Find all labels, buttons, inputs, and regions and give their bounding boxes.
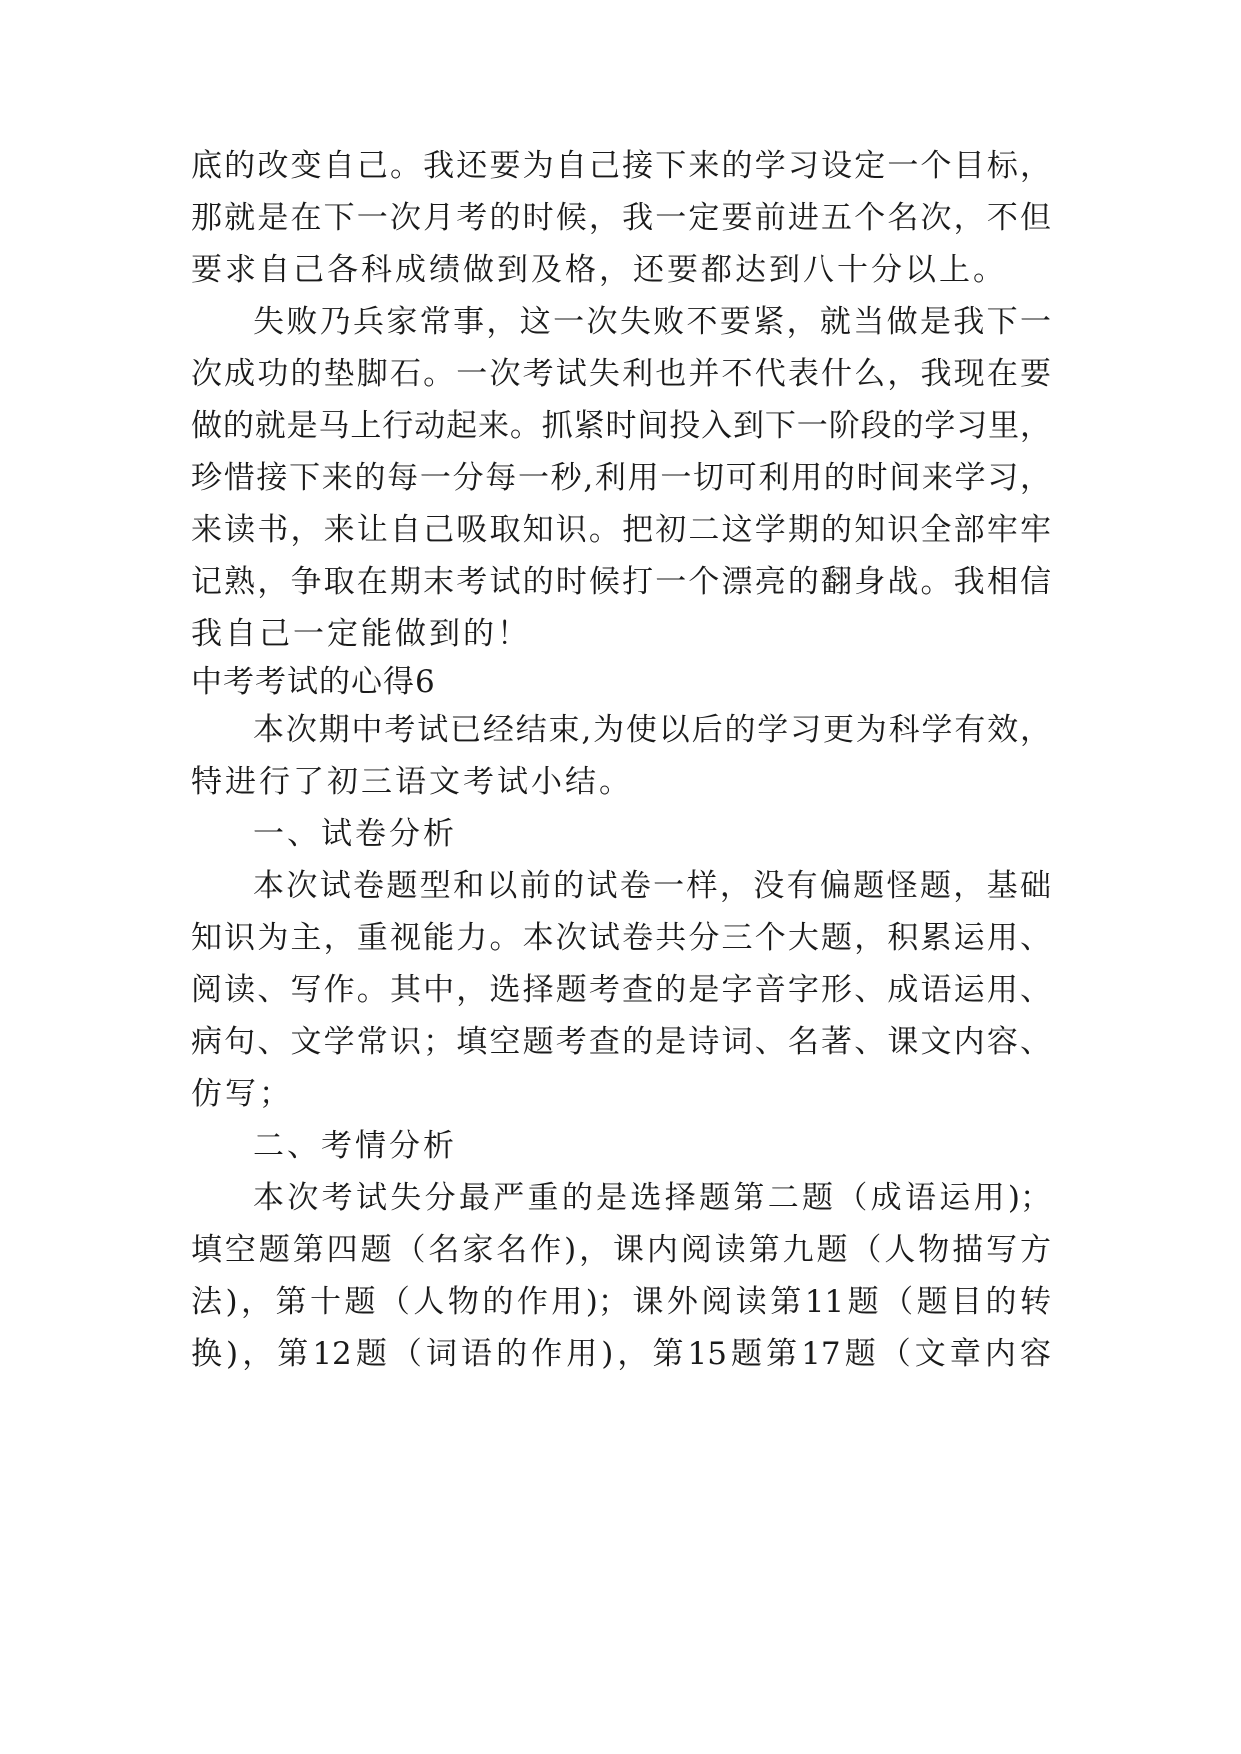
subheading: 二、考情分析 bbox=[253, 1128, 457, 1164]
text-line: 本次考试失分最严重的是选择题第二题（成语运用)； bbox=[253, 1180, 1051, 1216]
text-line: 病句、文学常识；填空题考查的是诗词、名著、课文内容、 bbox=[191, 1024, 1051, 1060]
text-line: 珍惜接下来的每一分每一秒,利用一切可利用的时间来学习， bbox=[191, 460, 1051, 496]
text-line: 特进行了初三语文考试小结。 bbox=[191, 764, 633, 800]
subheading: 一、试卷分析 bbox=[253, 816, 457, 852]
text-line: 仿写； bbox=[191, 1076, 293, 1112]
text-line: 那就是在下一次月考的时候，我一定要前进五个名次，不但 bbox=[191, 200, 1051, 236]
text-line: 本次试卷题型和以前的试卷一样，没有偏题怪题，基础 bbox=[253, 868, 1051, 904]
text-line: 失败乃兵家常事，这一次失败不要紧，就当做是我下一 bbox=[253, 304, 1051, 340]
text-line: 知识为主，重视能力。本次试卷共分三个大题，积累运用、 bbox=[191, 920, 1051, 956]
text-line: 底的改变自己。我还要为自己接下来的学习设定一个目标， bbox=[191, 148, 1051, 184]
text-line: 记熟，争取在期末考试的时候打一个漂亮的翻身战。我相信 bbox=[191, 564, 1051, 600]
text-line: 法)，第十题（人物的作用)；课外阅读第11题（题目的转 bbox=[191, 1284, 1051, 1320]
text-line: 填空题第四题（名家名作)，课内阅读第九题（人物描写方 bbox=[191, 1232, 1051, 1268]
text-line: 来读书，来让自己吸取知识。把初二这学期的知识全部牢牢 bbox=[191, 512, 1051, 548]
text-line: 次成功的垫脚石。一次考试失利也并不代表什么，我现在要 bbox=[191, 356, 1051, 392]
text-line: 换)，第12题（词语的作用)，第15题第17题（文章内容 bbox=[191, 1336, 1051, 1372]
text-line: 要求自己各科成绩做到及格，还要都达到八十分以上。 bbox=[191, 252, 1007, 288]
text-line: 我自己一定能做到的！ bbox=[191, 616, 531, 652]
text-line: 做的就是马上行动起来。抓紧时间投入到下一阶段的学习里， bbox=[191, 408, 1051, 444]
section-title: 中考考试的心得6 bbox=[191, 664, 436, 700]
text-line: 本次期中考试已经结束,为使以后的学习更为科学有效， bbox=[253, 712, 1051, 748]
text-line: 阅读、写作。其中，选择题考查的是字音字形、成语运用、 bbox=[191, 972, 1051, 1008]
